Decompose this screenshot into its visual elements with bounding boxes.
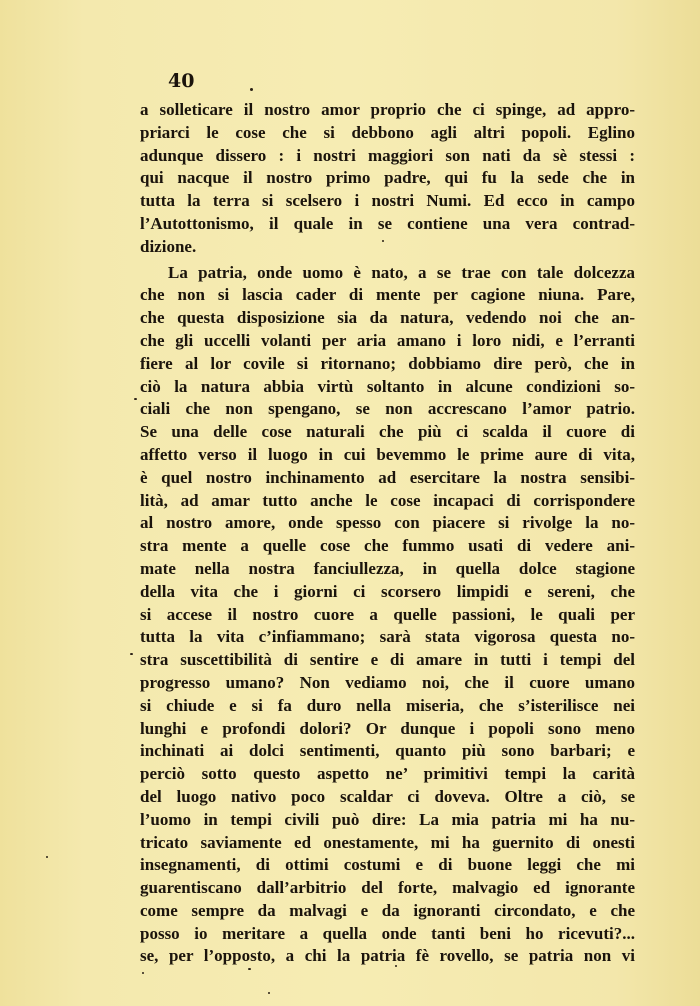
paragraph-1	[140, 99, 635, 259]
text-line: del luogo nativo poco scaldar ci doveva. Oltre a ciò, se	[140, 786, 635, 806]
text-line: insegnamenti, di ottimi costumi e di buone leggi che mi	[140, 855, 635, 875]
text-line: che gli uccelli volanti per aria amano i loro nidi, e l’erranti	[140, 330, 635, 350]
text-line: progresso umano? Non vediamo noi, che il cuore umano	[140, 672, 635, 692]
text-line: guarentiscano dall’arbitrio del forte, malvagio ed ignorante	[140, 878, 635, 898]
print-speck	[142, 972, 144, 974]
print-speck	[250, 88, 253, 91]
text-line: inchinati ai dolci sentimenti, quanto più sono barbari; e	[140, 741, 635, 761]
text-line: stra suscettibilità di sentire e di amare in tutti i tempi del	[140, 650, 635, 670]
print-speck	[134, 398, 137, 400]
text-line: lunghi e profondi dolori? Or dunque i popoli sono meno	[140, 718, 635, 738]
print-speck	[268, 992, 270, 994]
text-line: dizione.	[140, 236, 197, 256]
text-line: La patria, onde uomo è nato, a se trae con tale dolcezza	[168, 262, 635, 282]
text-line: tutta la terra si scelsero i nostri Numi. Ed ecco in campo	[140, 191, 635, 211]
body-text	[140, 99, 635, 968]
text-line: stra mente a quelle cose che fummo usati di vedere ani-	[140, 536, 635, 556]
text-line: l’Autottonismo, il quale in se contiene una vera contrad-	[140, 213, 635, 233]
print-speck	[130, 653, 133, 655]
text-line: a solleticare il nostro amor proprio che ci spinge, ad appro-	[140, 100, 635, 119]
text-line: fiere al lor covile si ritornano; dobbiamo dire però, che in	[140, 353, 635, 373]
text-line: che questa disposizione sia da natura, vedendo noi che an-	[140, 308, 635, 328]
text-line: priarci le cose che si debbono agli altri popoli. Eglino	[140, 122, 635, 142]
text-line: che non si lascia cader di mente per cagione niuna. Pare,	[140, 285, 635, 305]
print-speck	[395, 965, 397, 967]
text-line: come sempre da malvagi e da ignoranti circondato, e che	[140, 900, 635, 920]
text-line: tricato saviamente ed onestamente, mi ha guernito di onesti	[140, 832, 635, 852]
text-line: qui nacque il nostro primo padre, qui fu la sede che in	[140, 168, 635, 188]
text-line: posso io meritare a quella onde tanti beni ho ricevuti?...	[140, 923, 635, 943]
text-line: perciò sotto questo aspetto ne’ primitivi tempi la carità	[140, 764, 635, 784]
text-line: Se una delle cose naturali che più ci scalda il cuore di	[140, 422, 635, 442]
text-line: si accese il nostro cuore a quelle passioni, le quali per	[140, 604, 635, 624]
text-line: ciali che non spengano, se non accrescano l’amor patrio.	[140, 399, 635, 419]
print-speck	[46, 856, 48, 858]
text-line: della vita che i giorni ci scorsero limpidi e sereni, che	[140, 581, 635, 601]
text-line: al nostro amore, onde spesso con piacere si rivolge la no-	[140, 513, 635, 533]
text-line: si chiude e si fa duro nella miseria, che s’isterilisce nei	[140, 695, 635, 715]
text-line: mate nella nostra fanciullezza, in quella dolce stagione	[140, 558, 635, 578]
text-line: se, per l’opposto, a chi la patria fè rovello, se patria non vi	[140, 946, 635, 966]
text-line: adunque dissero : i nostri maggiori son nati da sè stessi :	[140, 145, 635, 165]
paragraph-2	[140, 262, 635, 969]
text-line: l’uomo in tempi civili può dire: La mia patria mi ha nu-	[140, 809, 635, 829]
page-number: 40	[168, 70, 195, 92]
print-speck	[382, 240, 384, 242]
print-speck	[248, 968, 251, 970]
text-line: tutta la vita c’infiammano; sarà stata vigorosa questa no-	[140, 627, 635, 647]
text-line: lità, ad amar tutto anche le cose incapaci di corrispondere	[140, 490, 635, 510]
text-line: affetto verso il luogo in cui bevemmo le prime aure di vita,	[140, 444, 635, 464]
text-line: ciò la natura abbia virtù soltanto in alcune condizioni so-	[140, 376, 635, 396]
text-line: è quel nostro inchinamento ad esercitare la nostra sensibi-	[140, 467, 635, 487]
